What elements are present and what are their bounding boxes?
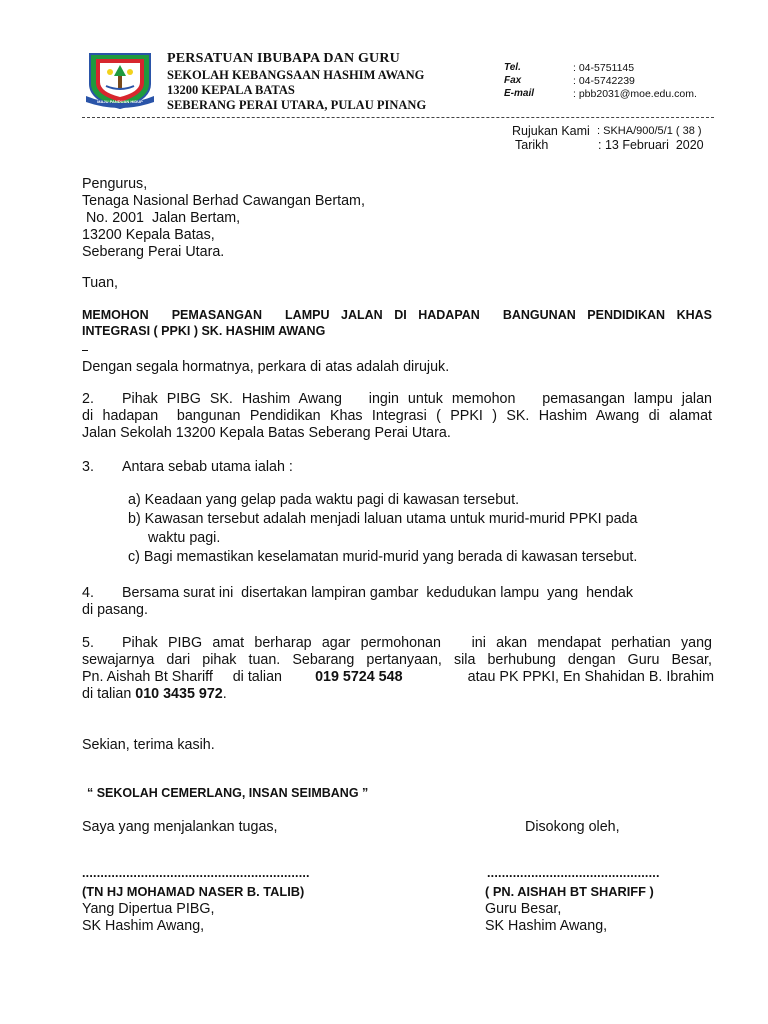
recipient-line5: Seberang Perai Utara. xyxy=(82,244,225,260)
contact-fax-value: : 04-5742239 xyxy=(573,75,635,87)
para3-item-a: a) Keadaan yang gelap pada waktu pagi di kawasan tersebut. xyxy=(128,492,520,508)
reference-label: Rujukan Kami xyxy=(512,124,590,138)
signature-left-name: (TN HJ MOHAMAD NASER B. TALIB) xyxy=(82,884,305,899)
recipient-line4: 13200 Kepala Batas, xyxy=(82,227,215,243)
logo-banner-text: MAJU PANDUAN HIDUP xyxy=(97,99,143,104)
para5-line3-text: Pn. Aishah Bt Shariff di talian xyxy=(82,669,294,685)
phone-guru-besar: 019 5724 548 xyxy=(315,669,403,685)
salutation: Tuan, xyxy=(82,275,119,291)
signature-left-org: SK Hashim Awang, xyxy=(82,918,205,934)
signature-right-line: ............................................... xyxy=(487,866,660,880)
para1: Dengan segala hormatnya, perkara di atas adalah dirujuk. xyxy=(82,359,450,375)
closing: Sekian, terima kasih. xyxy=(82,737,215,753)
school-motto: “ SEKOLAH CEMERLANG, INSAN SEIMBANG ” xyxy=(87,786,369,800)
para2-line3: Jalan Sekolah 13200 Kepala Batas Seberang Perai Utara. xyxy=(82,425,451,441)
signature-left-title: Yang Dipertua PIBG, xyxy=(82,901,215,917)
para4-number: 4. xyxy=(82,585,94,601)
date-label: Tarikh xyxy=(515,138,549,152)
para5-line1: Pihak PIBG amat berharap agar permohonan ini akan mendapat perhatian yang xyxy=(122,635,712,651)
phone-pk-ppki: 010 3435 972 xyxy=(135,686,223,702)
para5-line2: sewajarnya dari pihak tuan. Sebarang pertanyaan, sila berhubung dengan Guru Besar, xyxy=(82,652,712,668)
contact-email-label: E-mail xyxy=(504,88,535,99)
para5-line4-end: . xyxy=(222,686,227,702)
contact-email-value: : pbb2031@moe.edu.com. xyxy=(573,88,697,100)
recipient-line2: Tenaga Nasional Berhad Cawangan Bertam, xyxy=(82,193,365,209)
contact-tel-value: : 04-5751145 xyxy=(573,62,635,74)
subject-line2: INTEGRASI ( PPKI ) SK. HASHIM AWANG xyxy=(82,324,326,338)
para3-number: 3. xyxy=(82,459,94,475)
header-divider xyxy=(82,117,714,118)
para5-line4 xyxy=(82,686,227,703)
signature-right-name: ( PN. AISHAH BT SHARIFF ) xyxy=(485,884,654,899)
para2-number: 2. xyxy=(82,391,94,407)
para3-intro: Antara sebab utama ialah : xyxy=(122,459,293,475)
contact-tel-label: Tel. xyxy=(504,62,521,73)
para5-line3-rest: atau PK PPKI, En Shahidan B. Ibrahim xyxy=(463,669,714,685)
para4-line1: Bersama surat ini disertakan lampiran gambar kedudukan lampu yang hendak xyxy=(122,585,634,601)
school-address-line1: 13200 KEPALA BATAS xyxy=(167,83,295,97)
signature-right-intro: Disokong oleh, xyxy=(525,819,620,835)
para3-item-b-line2: waktu pagi. xyxy=(148,530,221,546)
signature-left-line: .............................................................. xyxy=(82,866,310,880)
para5-number: 5. xyxy=(82,635,94,651)
contact-fax-label: Fax xyxy=(504,75,522,86)
school-address-line2: SEBERANG PERAI UTARA, PULAU PINANG xyxy=(167,98,427,112)
para2-line2: di hadapan bangunan Pendidikan Khas Integrasi ( PPKI ) SK. Hashim Awang di alamat xyxy=(82,408,712,424)
date-value: : 13 Februari 2020 xyxy=(598,138,704,152)
reference-value: : SKHA/900/5/1 ( 38 ) xyxy=(597,125,702,137)
signature-right-org: SK Hashim Awang, xyxy=(485,918,608,934)
signature-right-title: Guru Besar, xyxy=(485,901,562,917)
para5-line3 xyxy=(82,669,714,686)
school-logo xyxy=(84,50,156,112)
para4-line2: di pasang. xyxy=(82,602,148,618)
para2-line1: Pihak PIBG SK. Hashim Awang ingin untuk memohon pemasangan lampu jalan xyxy=(122,391,712,407)
school-name: SEKOLAH KEBANGSAAN HASHIM AWANG xyxy=(167,68,425,82)
subject-line1: MEMOHON PEMASANGAN LAMPU JALAN DI HADAPAN BANGUNAN PENDIDIKAN KHAS xyxy=(82,308,712,322)
para3-item-b-line1: b) Kawasan tersebut adalah menjadi laluan utama untuk murid-murid PPKI pada xyxy=(128,511,638,527)
para5-line4-text: di talian xyxy=(82,686,136,702)
recipient-line1: Pengurus, xyxy=(82,176,148,192)
signature-left-intro: Saya yang menjalankan tugas, xyxy=(82,819,278,835)
org-name: PERSATUAN IBUBAPA DAN GURU xyxy=(167,51,400,66)
recipient-line3: No. 2001 Jalan Bertam, xyxy=(82,210,241,226)
para3-item-c: c) Bagi memastikan keselamatan murid-murid yang berada di kawasan tersebut. xyxy=(128,549,638,565)
subject-dash xyxy=(82,350,88,351)
